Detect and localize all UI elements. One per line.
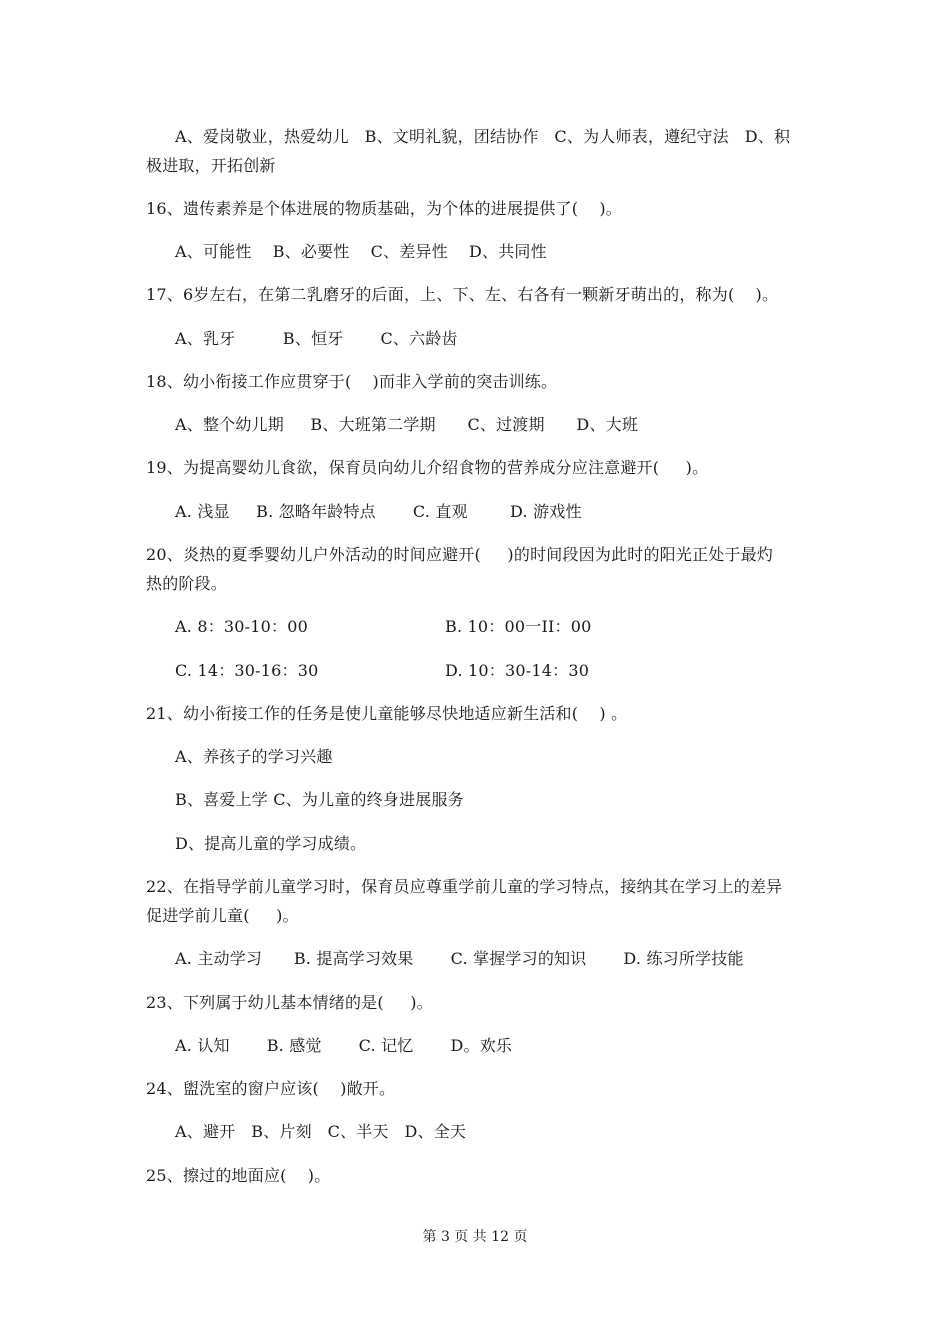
q22-stem-line1: 22、在指导学前儿童学习时，保育员应尊重学前儿童的学习特点，接纳其在学习上的差异 [146,877,783,896]
q21-option-d: D、提高儿童的学习成绩。 [175,834,367,853]
q17-options: A、乳牙 B、恒牙 C、六龄齿 [175,329,458,348]
q20-stem-line2: 热的阶段。 [146,574,228,593]
q25-stem: 25、擦过的地面应( )。 [146,1166,331,1185]
q18-options: A、整个幼儿期 B、大班第二学期 C、过渡期 D、大班 [175,415,639,434]
page-footer: 第 3 页 共 12 页 [422,1229,528,1245]
q24-stem: 24、盥洗室的窗户应该( )敞开。 [146,1079,396,1098]
q15-options-line1: A、爱岗敬业，热爱幼儿 B、文明礼貌，团结协作 C、为人师表，遵纪守法 D、积 [175,127,791,146]
q21-stem: 21、幼小衔接工作的任务是使儿童能够尽快地适应新生活和( ) 。 [146,704,628,723]
q23-options: A. 认知 B. 感觉 C. 记忆 D。欢乐 [175,1036,513,1055]
q19-stem: 19、为提高婴幼儿食欲，保育员向幼儿介绍食物的营养成分应注意避开( )。 [146,458,709,477]
q24-options: A、避开 B、片刻 C、半天 D、全天 [175,1122,467,1141]
q21-option-a: A、养孩子的学习兴趣 [175,747,333,766]
q20-option-a: A. 8：30-10：00 [175,617,308,636]
q23-stem: 23、下列属于幼儿基本情绪的是( )。 [146,993,433,1012]
q22-stem-line2: 促进学前儿童( )。 [146,906,299,925]
q22-options: A. 主动学习 B. 提高学习效果 C. 掌握学习的知识 D. 练习所学技能 [175,949,744,968]
q16-stem: 16、遗传素养是个体进展的物质基础，为个体的进展提供了( )。 [146,199,622,218]
q18-stem: 18、幼小衔接工作应贯穿于( )而非入学前的突击训练。 [146,372,558,391]
q15-options-line2: 极进取，开拓创新 [146,156,276,175]
q21-option-bc: B、喜爱上学 C、为儿童的终身进展服务 [175,790,464,809]
q17-stem: 17、6岁左右，在第二乳磨牙的后面，上、下、左、右各有一颗新牙萌出的，称为( )。 [146,285,779,304]
q20-stem-line1: 20、炎热的夏季婴幼儿户外活动的时间应避开( )的时间段因为此时的阳光正处于最灼 [146,545,774,564]
q16-options: A、可能性 B、必要性 C、差异性 D、共同性 [175,242,547,261]
q20-option-d: D. 10：30-14：30 [445,661,590,680]
q20-option-b: B. 10：00一II：00 [445,617,592,636]
q20-option-c: C. 14：30-16：30 [175,661,319,680]
q19-options: A. 浅显 B. 忽略年龄特点 C. 直观 D. 游戏性 [175,502,582,521]
